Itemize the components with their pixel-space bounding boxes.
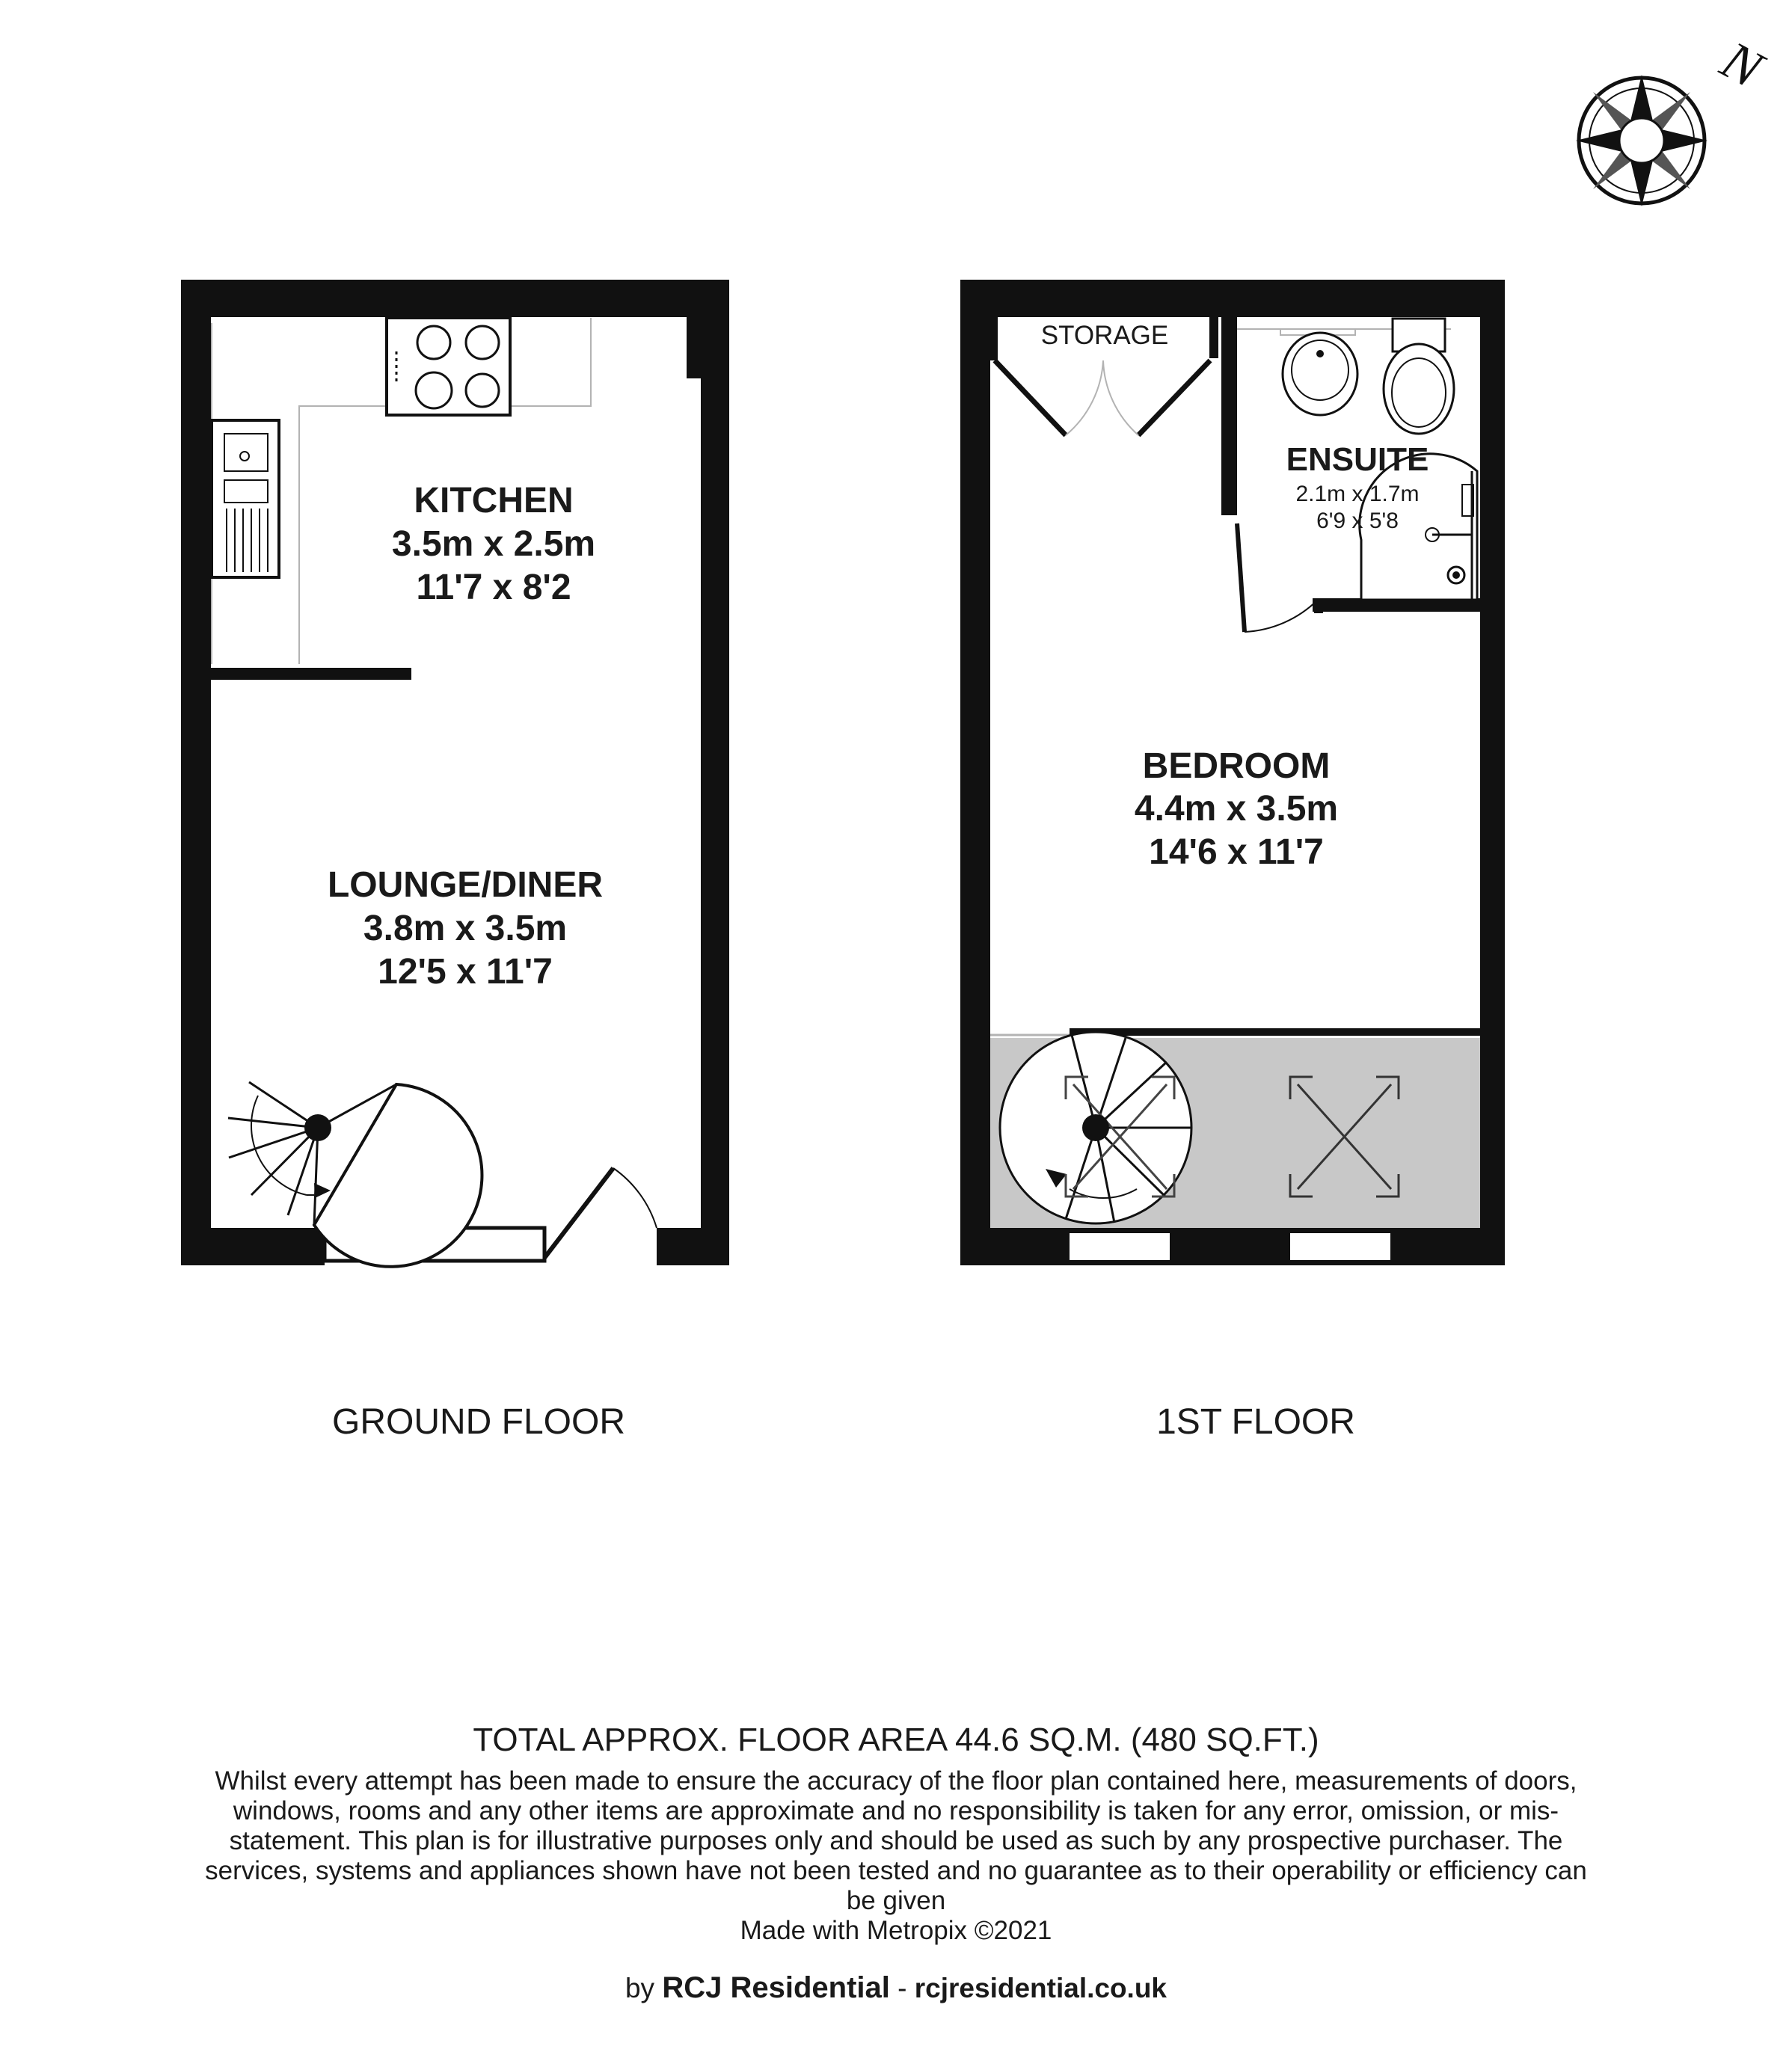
storage-cupboard	[990, 317, 1218, 435]
bedroom-imperial: 14'6 x 11'7	[1149, 832, 1324, 872]
ground-wall-right	[701, 280, 729, 1265]
lounge-metric: 3.8m x 3.5m	[363, 909, 568, 948]
kitchen-imperial: 11'7 x 8'2	[416, 568, 571, 607]
agent-brand: RCJ Residential	[662, 1971, 890, 2004]
ensuite-door-swing	[1245, 600, 1318, 632]
plan-footer	[0, 1720, 1792, 2005]
north-letter: N	[1711, 29, 1772, 99]
kitchen-metric: 3.5m x 2.5m	[391, 524, 596, 564]
first-wall-top	[960, 280, 1505, 317]
ground-floor-plan	[181, 280, 729, 1442]
spiral-stair-first	[1000, 1032, 1191, 1223]
ensuite-metric: 2.1m x 1.7m	[1295, 482, 1420, 506]
lounge-imperial: 12'5 x 11'7	[378, 952, 553, 992]
hob-icon	[387, 318, 510, 415]
ensuite-wall-left	[1221, 317, 1237, 515]
sink-icon	[212, 420, 279, 577]
disclaimer-text: Whilst every attempt has been made to ensure the accuracy of the floor plan contained here, measurements of doors, windows, rooms and any other items are approximate and no responsibility is taken for any error, omission, or mis-statement. This plan is for illustrative purposes only and should be used as such by any prospective purchaser. The services, systems and appliances shown have not been tested and no guarantee as to their operability or efficiency can be given	[205, 1766, 1587, 1915]
first-wall-right	[1480, 280, 1505, 1265]
agent-credit	[0, 1971, 1792, 2005]
first-wall-bottom	[960, 1228, 1505, 1265]
ensuite-name: ENSUITE	[1286, 441, 1429, 478]
credit-by: by	[625, 1973, 655, 2003]
credit-separator: -	[897, 1973, 907, 2003]
kitchen-name: KITCHEN	[414, 481, 574, 520]
ground-wall-top	[181, 280, 729, 317]
bedroom-metric: 4.4m x 3.5m	[1134, 789, 1339, 829]
ensuite-imperial: 6'9 x 5'8	[1316, 509, 1399, 533]
front-door-swing	[613, 1168, 657, 1228]
ground-wall-bottom-left	[181, 1228, 325, 1265]
ground-wall-bottom-right	[657, 1228, 729, 1265]
storage-label: STORAGE	[1040, 321, 1169, 350]
ground-wall-left	[181, 280, 211, 1265]
agent-website: rcjresidential.co.uk	[914, 1973, 1167, 2003]
first-window-left	[1068, 1232, 1171, 1262]
basin-icon	[1280, 329, 1357, 415]
total-floor-area: TOTAL APPROX. FLOOR AREA 44.6 SQ.M. (480 SQ.FT.)	[473, 1721, 1319, 1758]
bedroom-name: BEDROOM	[1142, 746, 1331, 786]
toilet-icon	[1384, 319, 1454, 434]
compass-rose-icon	[1576, 29, 1774, 206]
ground-floor-caption: GROUND FLOOR	[331, 1402, 626, 1442]
first-wall-left	[960, 280, 990, 1265]
made-with-credit: Made with Metropix ©2021	[740, 1916, 1052, 1945]
kitchen-partition-wall	[211, 668, 411, 680]
first-floor-plan	[960, 280, 1505, 1442]
lounge-name: LOUNGE/DINER	[327, 865, 604, 905]
first-window-right	[1289, 1232, 1392, 1262]
first-floor-caption: 1ST FLOOR	[1156, 1402, 1355, 1442]
